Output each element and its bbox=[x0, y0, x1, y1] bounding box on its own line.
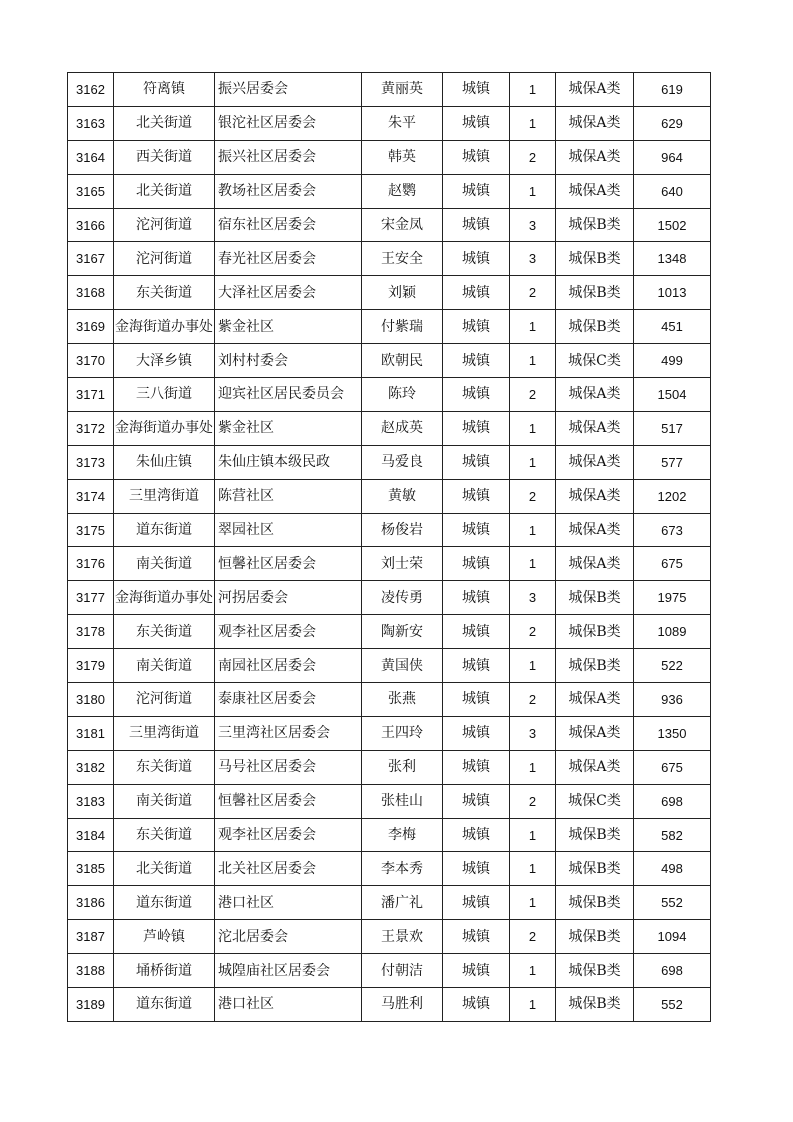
area-type-cell: 城镇 bbox=[443, 581, 510, 615]
serial-cell: 3176 bbox=[68, 547, 114, 581]
category-cell: 城保C类 bbox=[556, 784, 634, 818]
street-cell: 朱仙庄镇 bbox=[114, 445, 215, 479]
table-row bbox=[68, 73, 711, 107]
amount-cell: 1013 bbox=[634, 276, 711, 310]
category-cell: 城保B类 bbox=[556, 649, 634, 683]
community-cell: 振兴居委会 bbox=[215, 73, 362, 107]
serial-cell: 3188 bbox=[68, 954, 114, 988]
amount-cell: 577 bbox=[634, 445, 711, 479]
category-cell: 城保A类 bbox=[556, 479, 634, 513]
name-cell: 黄国侠 bbox=[362, 649, 443, 683]
street-cell: 北关街道 bbox=[114, 174, 215, 208]
household-size-cell: 2 bbox=[510, 615, 556, 649]
category-cell: 城保B类 bbox=[556, 852, 634, 886]
amount-cell: 1348 bbox=[634, 242, 711, 276]
amount-cell: 1089 bbox=[634, 615, 711, 649]
community-cell: 港口社区 bbox=[215, 886, 362, 920]
name-cell: 付紫瑞 bbox=[362, 310, 443, 344]
area-type-cell: 城镇 bbox=[443, 310, 510, 344]
category-cell: 城保A类 bbox=[556, 140, 634, 174]
name-cell: 陈玲 bbox=[362, 378, 443, 412]
street-cell: 金海街道办事处 bbox=[114, 411, 215, 445]
category-cell: 城保B类 bbox=[556, 242, 634, 276]
household-size-cell: 2 bbox=[510, 378, 556, 412]
category-cell: 城保B类 bbox=[556, 581, 634, 615]
amount-cell: 1094 bbox=[634, 920, 711, 954]
serial-cell: 3182 bbox=[68, 750, 114, 784]
household-size-cell: 1 bbox=[510, 954, 556, 988]
community-cell: 迎宾社区居民委员会 bbox=[215, 378, 362, 412]
amount-cell: 451 bbox=[634, 310, 711, 344]
serial-cell: 3169 bbox=[68, 310, 114, 344]
category-cell: 城保A类 bbox=[556, 513, 634, 547]
category-cell: 城保A类 bbox=[556, 106, 634, 140]
area-type-cell: 城镇 bbox=[443, 344, 510, 378]
community-cell: 河拐居委会 bbox=[215, 581, 362, 615]
street-cell: 沱河街道 bbox=[114, 683, 215, 717]
household-size-cell: 1 bbox=[510, 411, 556, 445]
table-row bbox=[68, 242, 711, 276]
table-row bbox=[68, 784, 711, 818]
table-row bbox=[68, 513, 711, 547]
community-cell: 振兴社区居委会 bbox=[215, 140, 362, 174]
name-cell: 马爱良 bbox=[362, 445, 443, 479]
serial-cell: 3173 bbox=[68, 445, 114, 479]
household-size-cell: 1 bbox=[510, 174, 556, 208]
amount-cell: 499 bbox=[634, 344, 711, 378]
household-size-cell: 1 bbox=[510, 988, 556, 1022]
table-row bbox=[68, 310, 711, 344]
category-cell: 城保B类 bbox=[556, 920, 634, 954]
table-row bbox=[68, 615, 711, 649]
serial-cell: 3171 bbox=[68, 378, 114, 412]
serial-cell: 3183 bbox=[68, 784, 114, 818]
amount-cell: 673 bbox=[634, 513, 711, 547]
amount-cell: 498 bbox=[634, 852, 711, 886]
amount-cell: 552 bbox=[634, 886, 711, 920]
amount-cell: 522 bbox=[634, 649, 711, 683]
amount-cell: 1202 bbox=[634, 479, 711, 513]
name-cell: 凌传勇 bbox=[362, 581, 443, 615]
street-cell: 道东街道 bbox=[114, 513, 215, 547]
household-size-cell: 3 bbox=[510, 208, 556, 242]
table-row bbox=[68, 208, 711, 242]
name-cell: 张利 bbox=[362, 750, 443, 784]
category-cell: 城保B类 bbox=[556, 276, 634, 310]
table-row bbox=[68, 140, 711, 174]
name-cell: 张燕 bbox=[362, 683, 443, 717]
table-row bbox=[68, 106, 711, 140]
household-size-cell: 1 bbox=[510, 106, 556, 140]
area-type-cell: 城镇 bbox=[443, 852, 510, 886]
amount-cell: 582 bbox=[634, 818, 711, 852]
table-row bbox=[68, 276, 711, 310]
amount-cell: 964 bbox=[634, 140, 711, 174]
serial-cell: 3170 bbox=[68, 344, 114, 378]
community-cell: 春光社区居委会 bbox=[215, 242, 362, 276]
area-type-cell: 城镇 bbox=[443, 784, 510, 818]
name-cell: 欧朝民 bbox=[362, 344, 443, 378]
serial-cell: 3167 bbox=[68, 242, 114, 276]
amount-cell: 675 bbox=[634, 547, 711, 581]
community-cell: 城隍庙社区居委会 bbox=[215, 954, 362, 988]
serial-cell: 3174 bbox=[68, 479, 114, 513]
street-cell: 埇桥街道 bbox=[114, 954, 215, 988]
category-cell: 城保A类 bbox=[556, 378, 634, 412]
area-type-cell: 城镇 bbox=[443, 445, 510, 479]
category-cell: 城保A类 bbox=[556, 411, 634, 445]
serial-cell: 3181 bbox=[68, 716, 114, 750]
category-cell: 城保A类 bbox=[556, 73, 634, 107]
category-cell: 城保A类 bbox=[556, 716, 634, 750]
serial-cell: 3162 bbox=[68, 73, 114, 107]
name-cell: 朱平 bbox=[362, 106, 443, 140]
table-row bbox=[68, 988, 711, 1022]
amount-cell: 1504 bbox=[634, 378, 711, 412]
area-type-cell: 城镇 bbox=[443, 615, 510, 649]
category-cell: 城保A类 bbox=[556, 683, 634, 717]
category-cell: 城保B类 bbox=[556, 818, 634, 852]
amount-cell: 675 bbox=[634, 750, 711, 784]
community-cell: 泰康社区居委会 bbox=[215, 683, 362, 717]
street-cell: 沱河街道 bbox=[114, 242, 215, 276]
serial-cell: 3177 bbox=[68, 581, 114, 615]
serial-cell: 3168 bbox=[68, 276, 114, 310]
category-cell: 城保B类 bbox=[556, 988, 634, 1022]
community-cell: 沱北居委会 bbox=[215, 920, 362, 954]
area-type-cell: 城镇 bbox=[443, 818, 510, 852]
street-cell: 北关街道 bbox=[114, 106, 215, 140]
table-row bbox=[68, 886, 711, 920]
area-type-cell: 城镇 bbox=[443, 513, 510, 547]
serial-cell: 3165 bbox=[68, 174, 114, 208]
community-cell: 观李社区居委会 bbox=[215, 615, 362, 649]
area-type-cell: 城镇 bbox=[443, 683, 510, 717]
household-size-cell: 1 bbox=[510, 818, 556, 852]
street-cell: 东关街道 bbox=[114, 818, 215, 852]
street-cell: 三八街道 bbox=[114, 378, 215, 412]
household-size-cell: 1 bbox=[510, 649, 556, 683]
name-cell: 付朝洁 bbox=[362, 954, 443, 988]
name-cell: 陶新安 bbox=[362, 615, 443, 649]
amount-cell: 1350 bbox=[634, 716, 711, 750]
community-cell: 观李社区居委会 bbox=[215, 818, 362, 852]
street-cell: 沱河街道 bbox=[114, 208, 215, 242]
name-cell: 杨俊岩 bbox=[362, 513, 443, 547]
community-cell: 南园社区居委会 bbox=[215, 649, 362, 683]
community-cell: 教场社区居委会 bbox=[215, 174, 362, 208]
category-cell: 城保C类 bbox=[556, 344, 634, 378]
table-row bbox=[68, 547, 711, 581]
community-cell: 大泽社区居委会 bbox=[215, 276, 362, 310]
household-size-cell: 1 bbox=[510, 73, 556, 107]
category-cell: 城保B类 bbox=[556, 310, 634, 344]
area-type-cell: 城镇 bbox=[443, 886, 510, 920]
name-cell: 潘广礼 bbox=[362, 886, 443, 920]
name-cell: 王安全 bbox=[362, 242, 443, 276]
area-type-cell: 城镇 bbox=[443, 479, 510, 513]
table-row bbox=[68, 818, 711, 852]
table-row bbox=[68, 344, 711, 378]
table-row bbox=[68, 445, 711, 479]
street-cell: 大泽乡镇 bbox=[114, 344, 215, 378]
household-size-cell: 1 bbox=[510, 750, 556, 784]
category-cell: 城保B类 bbox=[556, 954, 634, 988]
name-cell: 黄丽英 bbox=[362, 73, 443, 107]
community-cell: 紫金社区 bbox=[215, 411, 362, 445]
area-type-cell: 城镇 bbox=[443, 174, 510, 208]
area-type-cell: 城镇 bbox=[443, 378, 510, 412]
serial-cell: 3180 bbox=[68, 683, 114, 717]
street-cell: 东关街道 bbox=[114, 615, 215, 649]
serial-cell: 3175 bbox=[68, 513, 114, 547]
amount-cell: 936 bbox=[634, 683, 711, 717]
community-cell: 宿东社区居委会 bbox=[215, 208, 362, 242]
name-cell: 王四玲 bbox=[362, 716, 443, 750]
table-row bbox=[68, 920, 711, 954]
street-cell: 南关街道 bbox=[114, 649, 215, 683]
household-size-cell: 2 bbox=[510, 276, 556, 310]
amount-cell: 698 bbox=[634, 954, 711, 988]
street-cell: 金海街道办事处 bbox=[114, 581, 215, 615]
category-cell: 城保B类 bbox=[556, 208, 634, 242]
community-cell: 银沱社区居委会 bbox=[215, 106, 362, 140]
serial-cell: 3186 bbox=[68, 886, 114, 920]
area-type-cell: 城镇 bbox=[443, 140, 510, 174]
community-cell: 紫金社区 bbox=[215, 310, 362, 344]
street-cell: 西关街道 bbox=[114, 140, 215, 174]
area-type-cell: 城镇 bbox=[443, 920, 510, 954]
community-cell: 三里湾社区居委会 bbox=[215, 716, 362, 750]
area-type-cell: 城镇 bbox=[443, 411, 510, 445]
name-cell: 张桂山 bbox=[362, 784, 443, 818]
amount-cell: 552 bbox=[634, 988, 711, 1022]
serial-cell: 3178 bbox=[68, 615, 114, 649]
household-size-cell: 1 bbox=[510, 513, 556, 547]
name-cell: 赵鹦 bbox=[362, 174, 443, 208]
serial-cell: 3163 bbox=[68, 106, 114, 140]
household-size-cell: 3 bbox=[510, 242, 556, 276]
household-size-cell: 2 bbox=[510, 683, 556, 717]
community-cell: 恒馨社区居委会 bbox=[215, 547, 362, 581]
name-cell: 韩英 bbox=[362, 140, 443, 174]
category-cell: 城保A类 bbox=[556, 547, 634, 581]
area-type-cell: 城镇 bbox=[443, 750, 510, 784]
table-row bbox=[68, 174, 711, 208]
community-cell: 港口社区 bbox=[215, 988, 362, 1022]
community-cell: 翠园社区 bbox=[215, 513, 362, 547]
records-table bbox=[67, 72, 711, 1022]
category-cell: 城保A类 bbox=[556, 445, 634, 479]
street-cell: 南关街道 bbox=[114, 547, 215, 581]
street-cell: 南关街道 bbox=[114, 784, 215, 818]
street-cell: 符离镇 bbox=[114, 73, 215, 107]
area-type-cell: 城镇 bbox=[443, 242, 510, 276]
name-cell: 王景欢 bbox=[362, 920, 443, 954]
table-row bbox=[68, 683, 711, 717]
area-type-cell: 城镇 bbox=[443, 988, 510, 1022]
area-type-cell: 城镇 bbox=[443, 954, 510, 988]
community-cell: 马号社区居委会 bbox=[215, 750, 362, 784]
household-size-cell: 2 bbox=[510, 140, 556, 174]
table-row bbox=[68, 378, 711, 412]
street-cell: 三里湾街道 bbox=[114, 716, 215, 750]
serial-cell: 3185 bbox=[68, 852, 114, 886]
street-cell: 东关街道 bbox=[114, 750, 215, 784]
table-row bbox=[68, 716, 711, 750]
name-cell: 刘士荣 bbox=[362, 547, 443, 581]
community-cell: 刘村村委会 bbox=[215, 344, 362, 378]
household-size-cell: 1 bbox=[510, 852, 556, 886]
community-cell: 陈营社区 bbox=[215, 479, 362, 513]
household-size-cell: 1 bbox=[510, 547, 556, 581]
category-cell: 城保A类 bbox=[556, 174, 634, 208]
street-cell: 道东街道 bbox=[114, 988, 215, 1022]
area-type-cell: 城镇 bbox=[443, 73, 510, 107]
street-cell: 东关街道 bbox=[114, 276, 215, 310]
amount-cell: 629 bbox=[634, 106, 711, 140]
area-type-cell: 城镇 bbox=[443, 649, 510, 683]
category-cell: 城保A类 bbox=[556, 750, 634, 784]
table-row bbox=[68, 750, 711, 784]
household-size-cell: 1 bbox=[510, 310, 556, 344]
household-size-cell: 2 bbox=[510, 784, 556, 818]
community-cell: 恒馨社区居委会 bbox=[215, 784, 362, 818]
household-size-cell: 1 bbox=[510, 886, 556, 920]
area-type-cell: 城镇 bbox=[443, 716, 510, 750]
category-cell: 城保B类 bbox=[556, 886, 634, 920]
serial-cell: 3184 bbox=[68, 818, 114, 852]
amount-cell: 640 bbox=[634, 174, 711, 208]
amount-cell: 619 bbox=[634, 73, 711, 107]
table-body bbox=[68, 73, 711, 1022]
serial-cell: 3172 bbox=[68, 411, 114, 445]
street-cell: 三里湾街道 bbox=[114, 479, 215, 513]
name-cell: 李本秀 bbox=[362, 852, 443, 886]
household-size-cell: 2 bbox=[510, 479, 556, 513]
serial-cell: 3179 bbox=[68, 649, 114, 683]
table-row bbox=[68, 852, 711, 886]
household-size-cell: 2 bbox=[510, 920, 556, 954]
street-cell: 金海街道办事处 bbox=[114, 310, 215, 344]
table-row bbox=[68, 411, 711, 445]
table-row bbox=[68, 479, 711, 513]
category-cell: 城保B类 bbox=[556, 615, 634, 649]
area-type-cell: 城镇 bbox=[443, 208, 510, 242]
serial-cell: 3187 bbox=[68, 920, 114, 954]
street-cell: 北关街道 bbox=[114, 852, 215, 886]
name-cell: 马胜利 bbox=[362, 988, 443, 1022]
amount-cell: 1975 bbox=[634, 581, 711, 615]
household-size-cell: 1 bbox=[510, 344, 556, 378]
street-cell: 芦岭镇 bbox=[114, 920, 215, 954]
area-type-cell: 城镇 bbox=[443, 547, 510, 581]
area-type-cell: 城镇 bbox=[443, 276, 510, 310]
street-cell: 道东街道 bbox=[114, 886, 215, 920]
name-cell: 赵成英 bbox=[362, 411, 443, 445]
serial-cell: 3189 bbox=[68, 988, 114, 1022]
area-type-cell: 城镇 bbox=[443, 106, 510, 140]
name-cell: 宋金凤 bbox=[362, 208, 443, 242]
name-cell: 黄敏 bbox=[362, 479, 443, 513]
table-row bbox=[68, 581, 711, 615]
name-cell: 李梅 bbox=[362, 818, 443, 852]
name-cell: 刘颖 bbox=[362, 276, 443, 310]
household-size-cell: 3 bbox=[510, 581, 556, 615]
amount-cell: 517 bbox=[634, 411, 711, 445]
household-size-cell: 3 bbox=[510, 716, 556, 750]
serial-cell: 3166 bbox=[68, 208, 114, 242]
table-row bbox=[68, 954, 711, 988]
amount-cell: 698 bbox=[634, 784, 711, 818]
amount-cell: 1502 bbox=[634, 208, 711, 242]
serial-cell: 3164 bbox=[68, 140, 114, 174]
household-size-cell: 1 bbox=[510, 445, 556, 479]
community-cell: 朱仙庄镇本级民政 bbox=[215, 445, 362, 479]
community-cell: 北关社区居委会 bbox=[215, 852, 362, 886]
table-row bbox=[68, 649, 711, 683]
